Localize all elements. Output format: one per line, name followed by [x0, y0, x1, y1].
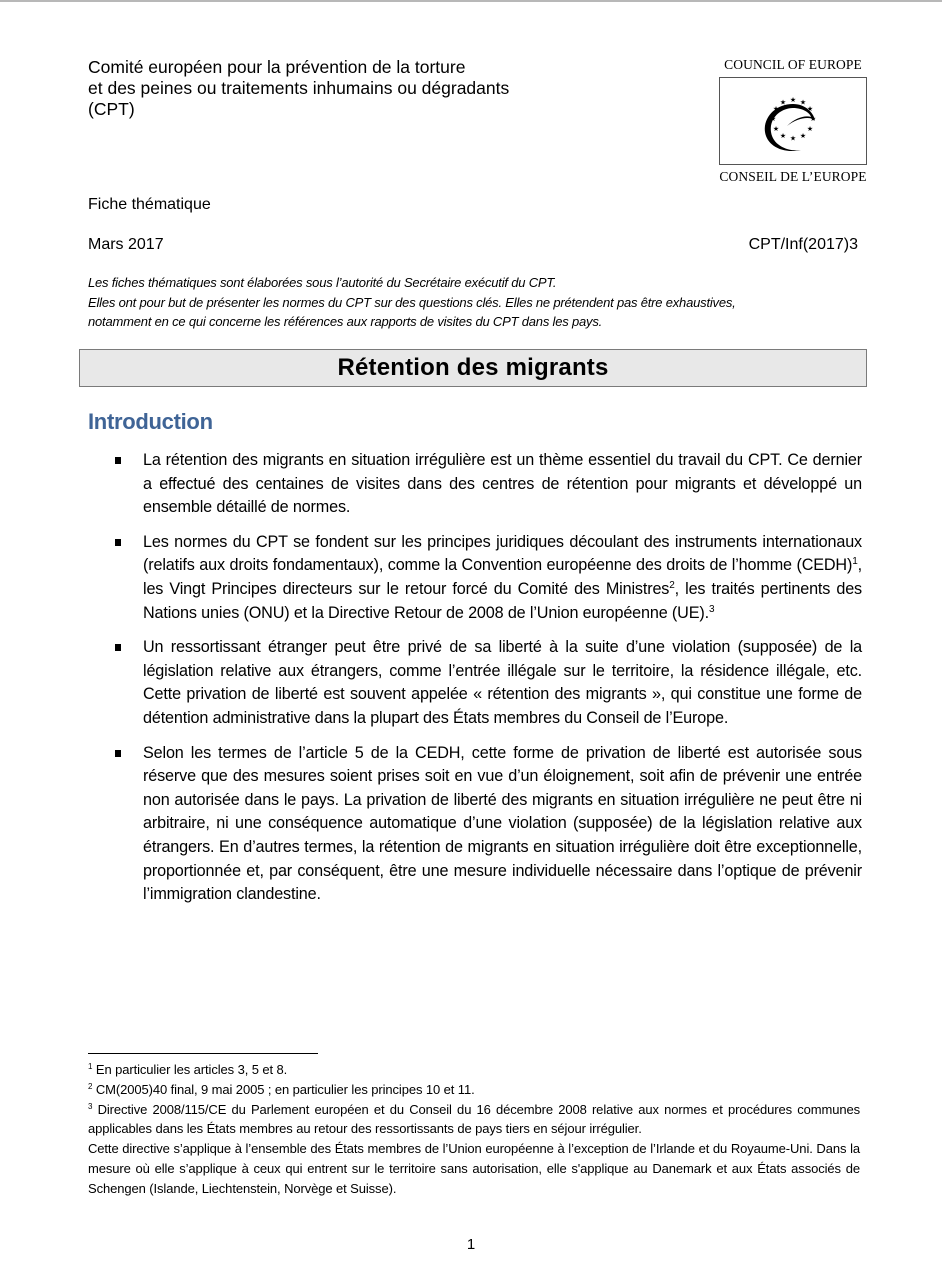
bullet-item	[88, 449, 862, 520]
footnotes	[88, 1060, 860, 1199]
introduction-bullet-list	[88, 449, 862, 918]
svg-text:★: ★	[799, 98, 807, 107]
document-type: Fiche thématique	[88, 196, 211, 213]
footnote-3-continued	[88, 1139, 860, 1198]
bullet-text: Un ressortissant étranger peut être privé de sa liberté à la suite d’une violation (supposée) de la législation relative aux étrangers, comme l’entrée illégale sur le territoire, la résidence illégale, etc. Cette privation de liberté est souvent appelée « rétention des migrants », qui constitue une forme de détention administrative dans la plupart des États membres du Conseil de l’Europe.	[143, 638, 862, 727]
bullet-text: Les normes du CPT se fondent sur les principes juridiques découlant des instruments internationaux (relatifs aux droits fondamentaux), comme la Convention européenne des droits de l’homme (CEDH)	[143, 532, 862, 575]
footnote-number: 3	[88, 1101, 93, 1111]
council-of-europe-emblem-icon	[753, 86, 833, 156]
footnote-ref-1[interactable]: 1	[852, 556, 858, 568]
svg-text:★: ★	[769, 115, 777, 123]
svg-text:★: ★	[772, 125, 780, 133]
footnote-3	[88, 1100, 860, 1140]
svg-text:★: ★	[789, 96, 797, 104]
disclaimer-note	[88, 273, 868, 332]
document-title: Rétention des migrants	[337, 354, 609, 381]
logo-bottom-caption: CONSEIL DE L’EUROPE	[719, 169, 867, 184]
logo-emblem-box	[719, 77, 867, 165]
page-number: 1	[466, 1236, 476, 1253]
document-title-box	[79, 349, 867, 387]
bullet-item	[88, 742, 862, 907]
note-line: Les fiches thématiques sont élaborées sous l’autorité du Secrétaire exécutif du CPT.	[88, 275, 557, 290]
footnote-text: CM(2005)40 final, 9 mai 2005 ; en particulier les principes 10 et 11.	[92, 1081, 475, 1097]
footnote-2	[88, 1080, 860, 1100]
footnote-text: Cette directive s’applique à l’ensemble des États membres de l’Union européenne à l’exception de l’Irlande et du Royaume-Uni. Dans la mesure où elle s’applique à ceux qui entrent sur le territoire sans autorisation, elle s'applique au Danemark et aux États associés de Schengen (Islande, Liechtenstein, Norvège et Suisse).	[88, 1141, 860, 1196]
council-of-europe-logo	[717, 57, 869, 185]
note-line: notamment en ce qui concerne les références aux rapports de visites du CPT dans les pays.	[88, 314, 603, 329]
footnote-number: 1	[88, 1062, 93, 1071]
footnote-number: 2	[88, 1081, 93, 1091]
svg-text:★: ★	[772, 105, 780, 113]
bullet-text: Selon les termes de l’article 5 de la CEDH, cette forme de privation de liberté est autorisée sous réserve que des mesures soient prises soit en vue d’un éloignement, soit afin de prévenir une entrée non autorisée dans le pays. La privation de liberté des migrants en situation irrégulière ne peut être ni arbitraire, ni une conséquence automatique d’une violation (supposée) de la législation relative aux étrangers. En d’autres termes, la rétention de migrants en situation irrégulière doit être exceptionnelle, proportionnée et, par conséquent, être une mesure individuelle nécessaire dans l’optique de prévenir l’immigration clandestine.	[143, 743, 862, 904]
org-line: Comité européen pour la prévention de la torture	[88, 57, 466, 77]
bullet-text: , les traités pertinents des Nations unies (ONU) et la Directive Retour de 2008 de l’Union européenne (UE).	[143, 579, 862, 622]
svg-text:★: ★	[779, 98, 787, 107]
square-bullet-icon	[115, 750, 121, 757]
svg-text:★: ★	[806, 125, 814, 133]
org-line: et des peines ou traitements inhumains ou dégradants	[88, 78, 510, 98]
svg-text:★: ★	[809, 115, 817, 123]
square-bullet-icon	[115, 539, 121, 546]
footnote-text: En particulier les articles 3, 5 et 8.	[92, 1062, 288, 1077]
organization-name	[88, 57, 608, 120]
bullet-text: La rétention des migrants en situation irrégulière est un thème essentiel du travail du CPT. Ce dernier a effectué des centaines de visites dans des centres de rétention pour migrants et développé un ensemble détaillé de normes.	[143, 451, 862, 517]
document-reference: CPT/Inf(2017)3	[748, 236, 858, 253]
section-heading-introduction: Introduction	[88, 409, 213, 434]
square-bullet-icon	[115, 644, 121, 651]
svg-text:★: ★	[799, 132, 807, 140]
bullet-text: , les Vingt Principes directeurs sur le retour forcé du Comité des Ministres	[143, 556, 862, 598]
document-date: Mars 2017	[88, 236, 164, 253]
svg-text:★: ★	[789, 134, 797, 143]
svg-text:★: ★	[806, 105, 814, 113]
page-top-edge	[0, 0, 942, 2]
logo-top-caption: COUNCIL OF EUROPE	[724, 57, 862, 72]
footnote-ref-2[interactable]: 2	[669, 579, 675, 591]
footnote-text: Directive 2008/115/CE du Parlement européen et du Conseil du 16 décembre 2008 relative aux normes et procédures communes applicables dans les États membres au retour des ressortissants de pays tiers en séjour irrégulier.	[88, 1101, 860, 1137]
bullet-item	[88, 531, 862, 625]
square-bullet-icon	[115, 457, 121, 464]
note-line: Elles ont pour but de présenter les normes du CPT sur des questions clés. Elles ne prétendent pas être exhaustives,	[88, 294, 736, 310]
org-line: (CPT)	[88, 99, 135, 119]
footnote-1	[88, 1060, 860, 1080]
footnote-ref-3[interactable]: 3	[708, 603, 715, 615]
footnote-separator	[88, 1053, 318, 1054]
svg-text:★: ★	[779, 132, 787, 140]
bullet-item	[88, 636, 862, 730]
